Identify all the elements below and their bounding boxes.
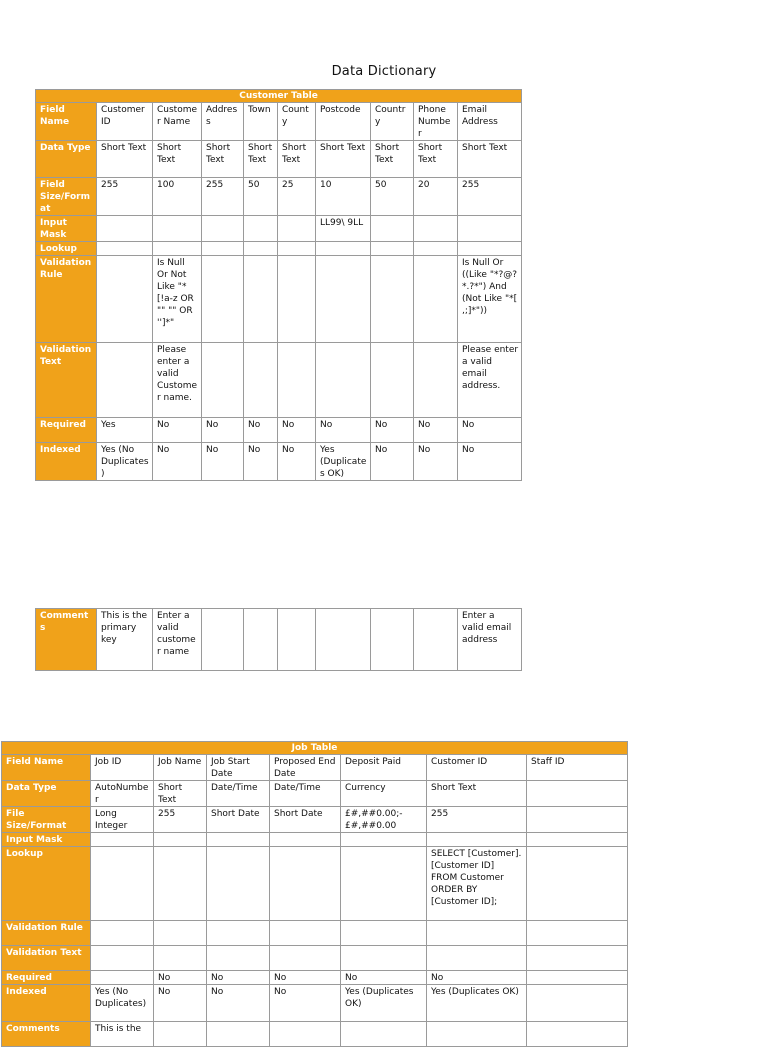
job-table-cell: No <box>270 971 341 985</box>
job-table-cell: No <box>154 985 207 1022</box>
customer-table-cell: LL99\ 9LL <box>316 216 371 242</box>
job-table-cell: Short Date <box>270 807 341 833</box>
job-table-row-label: File Size/Format <box>2 807 91 833</box>
customer-table-cell <box>97 242 153 256</box>
customer-table-cell <box>244 256 278 343</box>
customer-table-cell <box>97 216 153 242</box>
job-table-cell <box>527 921 628 946</box>
job-table-cell <box>341 921 427 946</box>
job-table-cell: Currency <box>341 781 427 807</box>
job-table-cell <box>154 1022 207 1047</box>
customer-table-row-label: Indexed <box>36 443 97 481</box>
customer-table-cell: No <box>278 443 316 481</box>
job-table-cell <box>341 1022 427 1047</box>
customer-table-cell: Short Text <box>244 141 278 178</box>
customer-table-cell <box>278 256 316 343</box>
customer-table-cell <box>458 216 522 242</box>
customer-table-cell: Customer ID <box>97 103 153 141</box>
customer-table-cell <box>371 256 414 343</box>
table-row <box>36 443 522 481</box>
job-table-cell <box>527 971 628 985</box>
job-table-cell <box>154 833 207 847</box>
customer-table-cell: 255 <box>458 178 522 216</box>
customer-table-cell: Short Text <box>458 141 522 178</box>
job-table-cell <box>527 985 628 1022</box>
job-table-cell <box>341 946 427 971</box>
job-table-cell: Long Integer <box>91 807 154 833</box>
customer-table-cell: 50 <box>371 178 414 216</box>
job-table-cell: Staff ID <box>527 755 628 781</box>
customer-comments-table <box>35 608 522 671</box>
job-table-caption-row <box>2 742 628 755</box>
job-table-cell: Yes (No Duplicates) <box>91 985 154 1022</box>
customer-table-cell: 255 <box>97 178 153 216</box>
job-table-cell: This is the <box>91 1022 154 1047</box>
customer-table-cell: No <box>244 418 278 443</box>
table-row <box>2 755 628 781</box>
job-table-row-label: Input Mask <box>2 833 91 847</box>
page-title: Data Dictionary <box>331 64 437 79</box>
customer-table-cell: No <box>414 443 458 481</box>
job-table-cell: Job Name <box>154 755 207 781</box>
job-table-cell: Short Date <box>207 807 270 833</box>
job-table-cell: Customer ID <box>427 755 527 781</box>
table-row <box>2 807 628 833</box>
job-table-row-label: Validation Rule <box>2 921 91 946</box>
job-table-cell: Yes (Duplicates OK) <box>341 985 427 1022</box>
job-table-cell: 255 <box>427 807 527 833</box>
job-table-cell <box>270 946 341 971</box>
job-table-cell <box>207 946 270 971</box>
job-table-cell: Date/Time <box>207 781 270 807</box>
job-table-cell <box>427 833 527 847</box>
job-table-cell: No <box>154 971 207 985</box>
customer-table-cell: Short Text <box>316 141 371 178</box>
customer-table-cell: Yes (No Duplicates) <box>97 443 153 481</box>
customer-table-cell <box>316 256 371 343</box>
table-row <box>2 847 628 921</box>
customer-table-row-label: Field Name <box>36 103 97 141</box>
customer-table-cell: Please enter a valid email address. <box>458 343 522 418</box>
customer-table-cell: 50 <box>244 178 278 216</box>
job-table-cell <box>207 921 270 946</box>
customer-table-cell: Address <box>202 103 244 141</box>
customer-table-cell <box>371 216 414 242</box>
table-row <box>2 985 628 1022</box>
job-table-cell <box>91 946 154 971</box>
job-table-cell: No <box>427 971 527 985</box>
customer-table-cell: Please enter a valid Customer name. <box>153 343 202 418</box>
job-table-cell: Deposit Paid <box>341 755 427 781</box>
job-table <box>1 741 628 1047</box>
table-row <box>36 216 522 242</box>
job-table-cell: No <box>270 985 341 1022</box>
job-table-cell: No <box>207 971 270 985</box>
comments-cell <box>278 609 316 671</box>
customer-table-cell <box>371 343 414 418</box>
job-table-cell <box>527 807 628 833</box>
job-table-cell: Proposed End Date <box>270 755 341 781</box>
job-table-cell <box>91 971 154 985</box>
customer-table-cell <box>244 216 278 242</box>
comments-cell: This is the primary key <box>97 609 153 671</box>
job-table-caption: Job Table <box>2 742 628 755</box>
job-table-row-label: Comments <box>2 1022 91 1047</box>
customer-table-cell: No <box>153 418 202 443</box>
customer-table-cell: 25 <box>278 178 316 216</box>
comments-cell <box>316 609 371 671</box>
table-row <box>2 921 628 946</box>
customer-table-cell: 100 <box>153 178 202 216</box>
job-table-cell <box>207 833 270 847</box>
job-table-cell: Job ID <box>91 755 154 781</box>
comments-row-label: Comments <box>36 609 97 671</box>
job-table-cell: No <box>341 971 427 985</box>
customer-table-cell <box>278 343 316 418</box>
customer-table-cell: No <box>153 443 202 481</box>
customer-table-cell <box>97 343 153 418</box>
job-table-cell <box>527 781 628 807</box>
job-table-cell <box>427 921 527 946</box>
customer-table-cell: Customer Name <box>153 103 202 141</box>
job-table-cell <box>527 847 628 921</box>
customer-table-cell <box>202 242 244 256</box>
customer-table-cell: No <box>371 443 414 481</box>
job-table-cell <box>427 1022 527 1047</box>
job-table-cell <box>270 1022 341 1047</box>
customer-table-cell <box>244 343 278 418</box>
customer-table-cell: Short Text <box>278 141 316 178</box>
job-table-cell <box>527 1022 628 1047</box>
customer-table-cell <box>278 216 316 242</box>
comments-cell: Enter a valid email address <box>458 609 522 671</box>
customer-table-cell: Short Text <box>202 141 244 178</box>
comments-cell <box>371 609 414 671</box>
customer-table-cell: No <box>202 443 244 481</box>
table-row <box>36 242 522 256</box>
customer-table-cell: Short Text <box>97 141 153 178</box>
job-table-cell <box>270 847 341 921</box>
customer-table-row-label: Lookup <box>36 242 97 256</box>
job-table-cell: 255 <box>154 807 207 833</box>
job-table-cell: £#,##0.00;-£#,##0.00 <box>341 807 427 833</box>
customer-table-cell <box>97 256 153 343</box>
customer-table-cell: 20 <box>414 178 458 216</box>
table-row <box>2 1022 628 1047</box>
job-table-cell <box>427 946 527 971</box>
table-row <box>2 971 628 985</box>
table-row <box>36 256 522 343</box>
table-row <box>36 178 522 216</box>
customer-table-cell: No <box>316 418 371 443</box>
job-table-cell <box>341 833 427 847</box>
job-table-cell: Job Start Date <box>207 755 270 781</box>
customer-table-cell: Yes (Duplicates OK) <box>316 443 371 481</box>
customer-table-cell: 10 <box>316 178 371 216</box>
comments-cell <box>202 609 244 671</box>
customer-table-row-label: Field Size/Format <box>36 178 97 216</box>
customer-table-cell: No <box>278 418 316 443</box>
job-table-cell <box>207 847 270 921</box>
customer-table-cell: Postcode <box>316 103 371 141</box>
job-table-cell <box>341 847 427 921</box>
customer-table-cell: Phone Number <box>414 103 458 141</box>
customer-table-cell <box>316 343 371 418</box>
customer-table-cell: Short Text <box>153 141 202 178</box>
customer-table-cell: No <box>371 418 414 443</box>
customer-table-row-label: Validation Rule <box>36 256 97 343</box>
job-table-cell <box>91 847 154 921</box>
comments-cell <box>244 609 278 671</box>
customer-table-caption: Customer Table <box>36 90 522 103</box>
customer-table-cell <box>371 242 414 256</box>
job-table-cell <box>91 833 154 847</box>
table-row <box>2 946 628 971</box>
customer-table-cell: No <box>458 443 522 481</box>
customer-table-cell <box>153 242 202 256</box>
customer-table-cell: Country <box>371 103 414 141</box>
customer-table-cell <box>202 256 244 343</box>
job-table-cell <box>154 847 207 921</box>
job-table-cell: Yes (Duplicates OK) <box>427 985 527 1022</box>
customer-table-row-label: Data Type <box>36 141 97 178</box>
job-table-row-label: Data Type <box>2 781 91 807</box>
comments-cell: Enter a valid customer name <box>153 609 202 671</box>
table-row <box>2 833 628 847</box>
customer-table-cell: Town <box>244 103 278 141</box>
job-table-row-label: Indexed <box>2 985 91 1022</box>
customer-table-cell: Yes <box>97 418 153 443</box>
job-table-row-label: Validation Text <box>2 946 91 971</box>
table-row <box>36 418 522 443</box>
job-table-cell <box>270 833 341 847</box>
table-row <box>36 343 522 418</box>
job-table-cell <box>207 1022 270 1047</box>
customer-table-cell: No <box>202 418 244 443</box>
customer-table-cell <box>278 242 316 256</box>
job-table-cell <box>270 921 341 946</box>
customer-table-cell <box>414 256 458 343</box>
customer-table-cell <box>414 242 458 256</box>
customer-table-cell: Short Text <box>414 141 458 178</box>
job-table-cell: SELECT [Customer].[Customer ID] FROM Customer ORDER BY [Customer ID]; <box>427 847 527 921</box>
customer-table-cell <box>153 216 202 242</box>
job-table-row-label: Required <box>2 971 91 985</box>
customer-table-cell: Is Null Or ((Like "*?@?*.?*") And (Not Like "*[ ,;]*")) <box>458 256 522 343</box>
customer-table-cell: County <box>278 103 316 141</box>
customer-table-cell <box>316 242 371 256</box>
customer-table <box>35 89 522 481</box>
customer-table-cell: Is Null Or Not Like "*[!a-z OR "" "" OR '']*" <box>153 256 202 343</box>
customer-table-row-label: Validation Text <box>36 343 97 418</box>
customer-table-cell: Email Address <box>458 103 522 141</box>
job-table-row-label: Field Name <box>2 755 91 781</box>
customer-table-cell: No <box>244 443 278 481</box>
table-row <box>36 103 522 141</box>
customer-table-cell <box>458 242 522 256</box>
job-table-cell: Short Text <box>154 781 207 807</box>
job-table-cell <box>527 946 628 971</box>
job-table-cell <box>91 921 154 946</box>
job-table-cell: Short Text <box>427 781 527 807</box>
customer-table-row-label: Required <box>36 418 97 443</box>
job-table-cell <box>527 833 628 847</box>
table-row <box>36 609 522 671</box>
job-table-cell: AutoNumber <box>91 781 154 807</box>
job-table-cell: Date/Time <box>270 781 341 807</box>
job-table-row-label: Lookup <box>2 847 91 921</box>
table-row <box>2 781 628 807</box>
customer-table-cell: No <box>414 418 458 443</box>
customer-table-cell <box>414 343 458 418</box>
customer-table-cell <box>202 343 244 418</box>
job-table-cell <box>154 946 207 971</box>
customer-table-cell <box>202 216 244 242</box>
customer-table-row-label: Input Mask <box>36 216 97 242</box>
comments-cell <box>414 609 458 671</box>
job-table-cell: No <box>207 985 270 1022</box>
customer-table-cell: Short Text <box>371 141 414 178</box>
customer-table-cell <box>414 216 458 242</box>
customer-table-cell: No <box>458 418 522 443</box>
job-table-cell <box>154 921 207 946</box>
table-row <box>36 141 522 178</box>
customer-table-cell <box>244 242 278 256</box>
customer-table-caption-row <box>36 90 522 103</box>
customer-table-cell: 255 <box>202 178 244 216</box>
